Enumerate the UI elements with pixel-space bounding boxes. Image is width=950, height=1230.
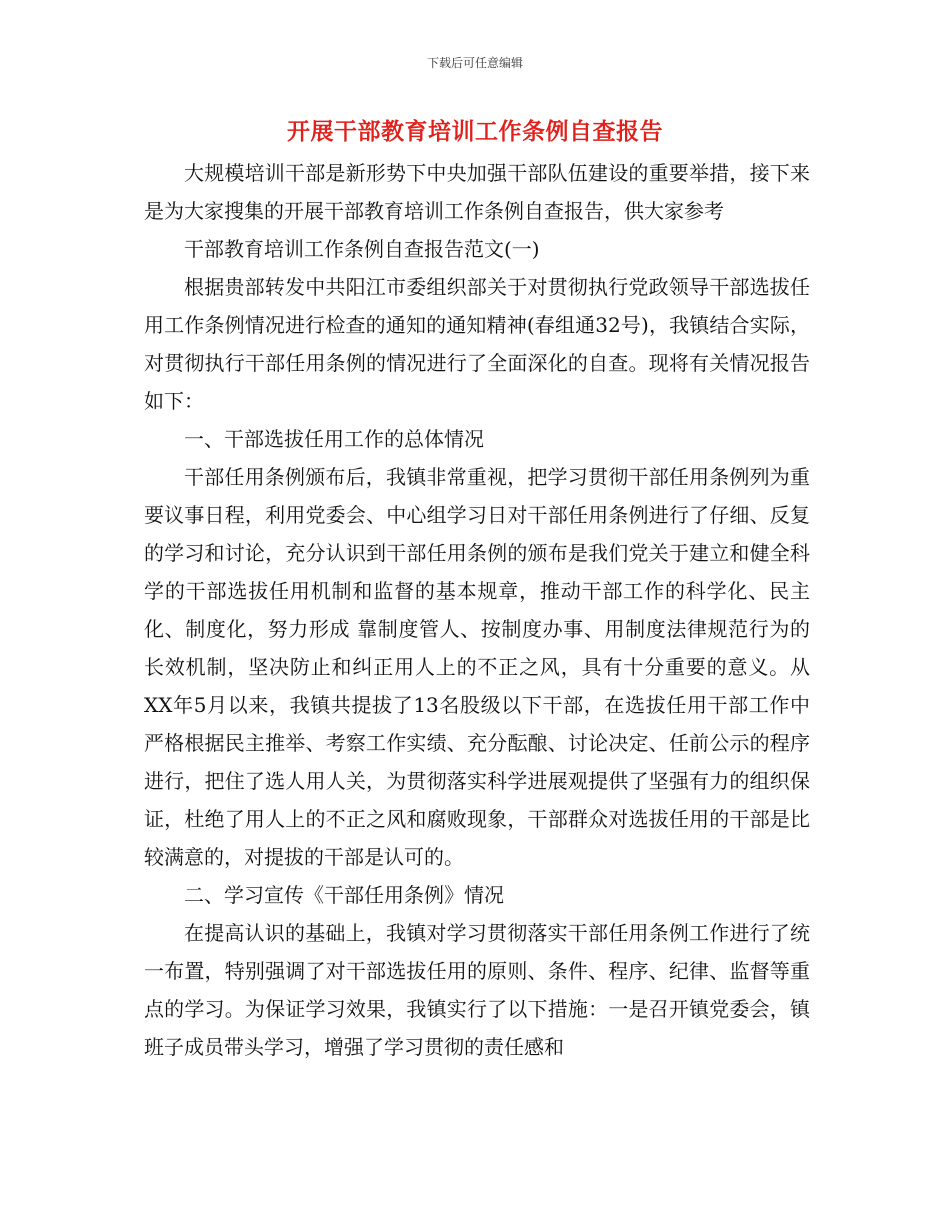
paragraph-intro: 大规模培训干部是新形势下中央加强干部队伍建设的重要举措，接下来是为大家搜集的开展干部教育培训工作条例自查报告，供大家参考 — [144, 161, 810, 223]
paragraph-sample-heading: 干部教育培训工作条例自查报告范文(一) — [184, 237, 540, 261]
document-body — [144, 154, 810, 1066]
section-heading-1: 一、干部选拔任用工作的总体情况 — [184, 427, 484, 451]
document-title: 开展干部教育培训工作条例自查报告 — [287, 119, 663, 145]
paragraph-section-1: 干部任用条例颁布后，我镇非常重视，把学习贯彻干部任用条例列为重要议事日程，利用党委会、中心组学习日对干部任用条例进行了仔细、反复的学习和讨论，充分认识到干部任用条例的颁布是我们党关于建立和健全科学的干部选拔任用机制和监督的基本规章，推动干部工作的科学化、民主化、制度化，努力形成 靠制度管人、按制度办事、用制度法律规范行为的长效机制，坚决防止和纠正用人上的不正之风，具有十分重要的意义。从XX年5月以来，我镇共提拔了13名股级以下干部，在选拔任用干部工作中严格根据民主推举、考察工作实绩、充分酝酿、讨论决定、任前公示的程序进行，把住了选人用人关，为贯彻落实科学进展观提供了坚强有力的组织保证，杜绝了用人上的不正之风和腐败现象，干部群众对选拔任用的干部是比较满意的，对提拔的干部是认可的。 — [144, 465, 810, 869]
paragraph-background: 根据贵部转发中共阳江市委组织部关于对贯彻执行党政领导干部选拔任用工作条例情况进行检查的通知的通知精神(春组通32号)，我镇结合实际，对贯彻执行干部任用条例的情况进行了全面深化的自查。现将有关情况报告如下： — [144, 275, 810, 413]
header-note: 下载后可任意编辑 — [426, 56, 523, 70]
section-heading-2: 二、学习宣传《干部任用条例》情况 — [184, 883, 504, 907]
paragraph-section-2: 在提高认识的基础上，我镇对学习贯彻落实干部任用条例工作进行了统一布置，特别强调了对干部选拔任用的原则、条件、程序、纪律、监督等重点的学习。为保证学习效果，我镇实行了以下措施：一是召开镇党委会，镇班子成员带头学习，增强了学习贯彻的责任感和 — [144, 921, 810, 1059]
